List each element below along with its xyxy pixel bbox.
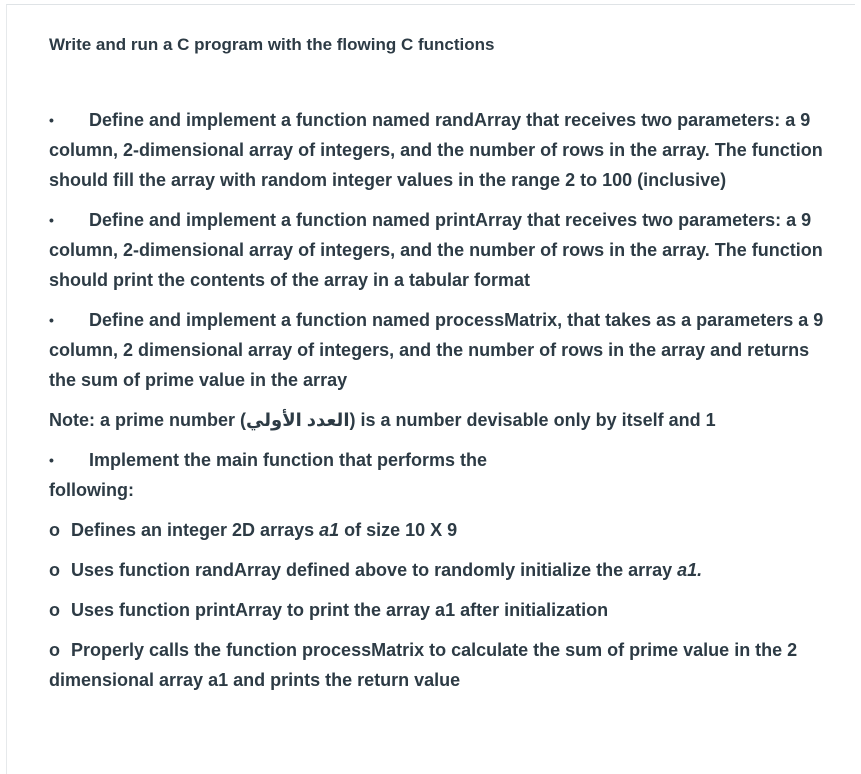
- sub-bullet-icon: o: [49, 560, 60, 580]
- bullet-icon: •: [49, 212, 54, 228]
- sub-list-item: o Defines an integer 2D arrays a1 of size 10 X 9: [49, 515, 839, 545]
- item-text: Define and implement a function named printArray that receives two parameters: a 9 column, 2-dimensional array of integers, and the number of rows in the array. The function should print the contents of the array in a tabular format: [49, 210, 823, 290]
- bullet-icon: •: [49, 452, 54, 468]
- page-title: Write and run a C program with the flowing C functions: [49, 35, 495, 54]
- list-item: [49, 205, 839, 295]
- sub-list-item: o Properly calls the function processMatrix to calculate the sum of prime value in the 2 dimensional array a1 and prints the return value: [49, 635, 839, 695]
- note-text: Note: a prime number (العدد الأولي) is a number devisable only by itself and 1: [49, 410, 716, 430]
- variable-name: a1.: [677, 560, 703, 580]
- item-text: Define and implement a function named processMatrix, that takes as a parameters a 9 column, 2 dimensional array of integers, and the number of rows in the array and returns the sum of prime value in the array: [49, 310, 824, 390]
- sub-list-item: o Uses function printArray to print the array a1 after initialization: [49, 595, 839, 625]
- list-item: [49, 305, 839, 395]
- bullet-icon: •: [49, 312, 54, 328]
- sub-bullet-icon: o: [49, 520, 60, 540]
- item-text: Define and implement a function named randArray that receives two parameters: a 9 column, 2-dimensional array of integers, and the number of rows in the array. The function should fill the array with random integer values in the range 2 to 100 (inclusive): [49, 110, 823, 190]
- sub-bullet-icon: o: [49, 640, 60, 660]
- list-item: [49, 105, 839, 195]
- item-text-continued: following:: [49, 480, 134, 500]
- document-body: [49, 30, 839, 705]
- item-text: Implement the main function that performs the: [89, 450, 488, 470]
- sub-list-item: o Uses function randArray defined above to randomly initialize the array a1.: [49, 555, 839, 585]
- sub-bullet-icon: o: [49, 600, 60, 620]
- list-item-main: [49, 445, 839, 505]
- bullet-icon: •: [49, 112, 54, 128]
- variable-name: a1: [319, 520, 340, 540]
